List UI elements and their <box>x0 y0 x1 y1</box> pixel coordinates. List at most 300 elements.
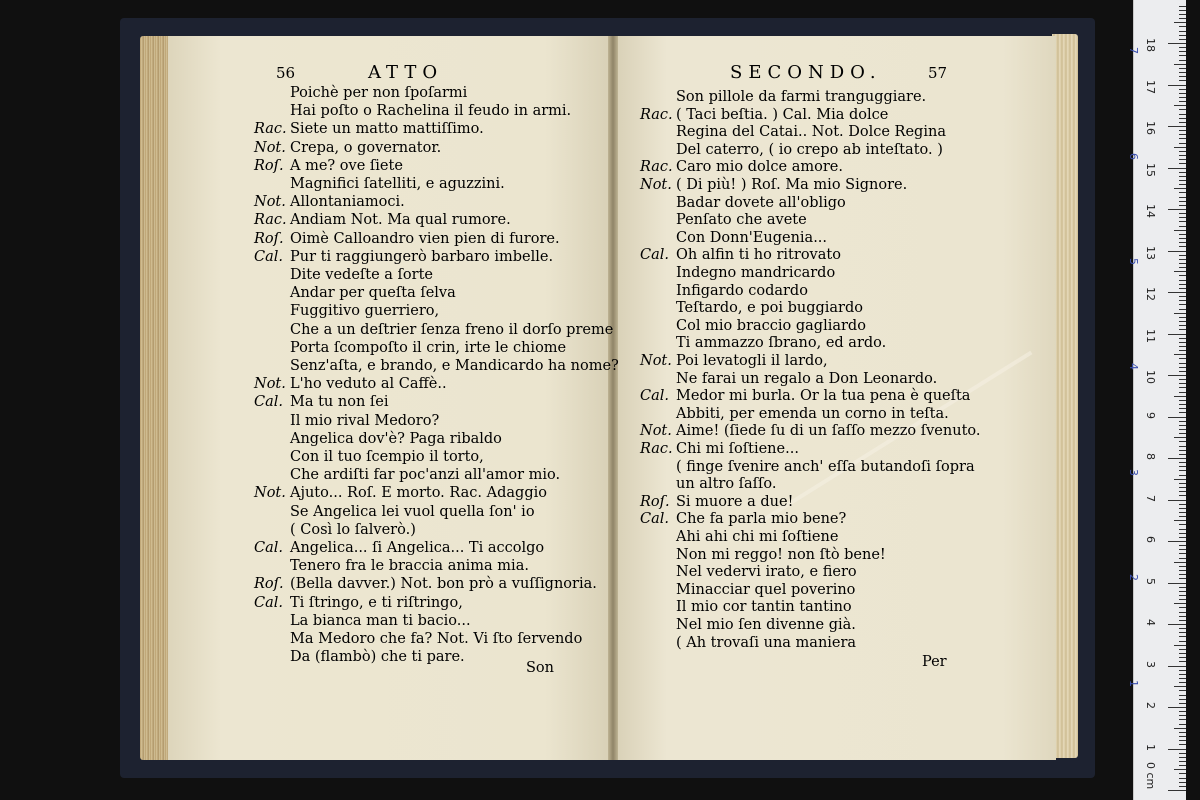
ruler-tick <box>1179 740 1186 741</box>
text-line: Allontaniamoci. <box>290 194 405 211</box>
text-line: Ma tu non ſei <box>290 394 389 411</box>
ruler-tick <box>1179 454 1186 455</box>
ruler-tick <box>1179 404 1186 405</box>
ruler-tick <box>1179 259 1186 260</box>
text-line: Crepa, o governator. <box>290 139 442 156</box>
ruler-tick <box>1179 616 1186 617</box>
speaker-label: Not. <box>254 485 286 502</box>
speaker-label: Not. <box>640 353 672 369</box>
speaker-label: Not. <box>640 177 672 193</box>
text-line: Con Donn'Eugenia... <box>676 229 828 246</box>
ruler-tick <box>1179 93 1186 94</box>
ruler-tick <box>1174 188 1186 189</box>
text-line: ( Ah trovaſi una maniera <box>676 634 857 651</box>
ruler-tick <box>1179 566 1186 567</box>
ruler-number: 9 <box>1144 411 1157 419</box>
ruler-tick <box>1179 441 1186 442</box>
ruler-tick <box>1179 55 1186 56</box>
ruler-tick <box>1174 354 1186 355</box>
ruler-number: 8 <box>1144 453 1157 460</box>
ruler-tick <box>1179 238 1186 239</box>
ruler-tick <box>1179 537 1186 538</box>
ruler-tick <box>1179 649 1186 650</box>
ruler-tick <box>1168 749 1186 750</box>
text-line: A me? ove ſiete <box>290 157 403 174</box>
ruler-tick <box>1179 421 1186 422</box>
ruler-tick <box>1174 230 1186 231</box>
ruler-tick <box>1179 632 1186 633</box>
ruler-tick <box>1179 47 1186 48</box>
ruler-tick <box>1179 574 1186 575</box>
ruler-tick <box>1179 483 1186 484</box>
ruler-tick <box>1179 143 1186 144</box>
ruler-tick <box>1179 612 1186 613</box>
speaker-label: Cal. <box>640 247 669 264</box>
ruler-tick <box>1179 151 1186 152</box>
text-line: Pur ti raggiungerò barbaro imbelle. <box>290 248 554 265</box>
ruler-tick <box>1179 607 1186 608</box>
text-line: Magnifici ſatelliti, e aguzzini. <box>290 176 505 192</box>
ruler-tick <box>1179 470 1186 471</box>
text-line: Poi levatogli il lardo, <box>676 353 828 369</box>
text-line: Se Angelica lei vuol quella ſon' io <box>290 503 535 520</box>
ruler-tick <box>1179 60 1186 61</box>
ruler-tick <box>1179 599 1186 600</box>
ruler-number: 2 <box>1144 702 1157 709</box>
ruler-tick <box>1179 670 1186 671</box>
ruler-tick <box>1179 778 1186 779</box>
ruler-tick <box>1179 10 1186 11</box>
speaker-label: Rac. <box>640 441 673 457</box>
ruler-tick <box>1179 118 1186 119</box>
ruler-tick <box>1168 541 1186 542</box>
speaker-label: Cal. <box>640 388 669 405</box>
ruler-tick <box>1179 288 1186 289</box>
text-line: Che a un deſtrier ſenza freno il dorſo preme <box>290 321 614 338</box>
speaker-label: Not. <box>254 139 286 156</box>
text-line: Senz'aſta, e brando, e Mandicardo ha nome? <box>290 358 619 374</box>
ruler-tick <box>1168 251 1186 252</box>
ruler-tick <box>1179 678 1186 679</box>
ruler-tick <box>1179 217 1186 218</box>
text-line: un altro ſaſſo. <box>676 476 777 493</box>
speaker-label: Cal. <box>254 394 283 411</box>
text-line: L'ho veduto al Caffè.. <box>290 376 447 393</box>
ruler-tick <box>1179 72 1186 73</box>
text-line: Poichè per non ſpoſarmi <box>290 85 468 101</box>
ruler-tick <box>1179 570 1186 571</box>
ruler-tick <box>1179 508 1186 509</box>
text-line: Angelica... ſi Angelica... Ti accolgo <box>290 540 545 556</box>
ruler-tick <box>1168 334 1186 335</box>
ruler-tick <box>1179 280 1186 281</box>
ruler-tick <box>1179 284 1186 285</box>
speaker-label: Roſ. <box>640 493 670 510</box>
ruler-number: 16 <box>1144 121 1157 135</box>
speaker-label: Rac. <box>640 159 673 176</box>
ruler-tick <box>1179 703 1186 704</box>
ruler-number: 13 <box>1144 245 1157 260</box>
ruler-tick <box>1179 425 1186 426</box>
speaker-label: Rac. <box>254 121 287 138</box>
ruler-inch-number: 4 <box>1127 363 1140 371</box>
ruler-unit-label: 0 cm <box>1144 762 1157 790</box>
ruler-tick <box>1179 392 1186 393</box>
ruler-tick <box>1174 686 1186 687</box>
ruler-tick <box>1179 6 1186 7</box>
left-page-number: 56 <box>276 64 296 82</box>
ruler-tick <box>1179 184 1186 185</box>
ruler-tick <box>1179 462 1186 463</box>
ruler-tick <box>1168 790 1186 791</box>
ruler-tick <box>1179 304 1186 305</box>
ruler-tick <box>1179 363 1186 364</box>
ruler-number: 10 <box>1144 370 1157 384</box>
text-line: Caro mio dolce amore. <box>676 159 843 176</box>
ruler-tick <box>1168 707 1186 708</box>
right-page-number: 57 <box>928 64 948 82</box>
ruler-tick <box>1179 122 1186 123</box>
ruler-tick <box>1179 346 1186 347</box>
ruler-tick <box>1168 624 1186 625</box>
ruler-tick <box>1174 271 1186 272</box>
ruler-tick <box>1179 719 1186 720</box>
ruler-tick <box>1179 545 1186 546</box>
ruler-tick <box>1179 699 1186 700</box>
ruler-inch-number: 3 <box>1127 468 1140 476</box>
ruler-tick <box>1174 313 1186 314</box>
text-line: Il mio rival Medoro? <box>290 412 440 429</box>
ruler-tick <box>1179 31 1186 32</box>
ruler-tick <box>1179 512 1186 513</box>
text-line: Badar dovete all'obligo <box>676 194 846 211</box>
ruler-tick <box>1179 180 1186 181</box>
text-line: Andar per queſta ſelva <box>290 285 456 302</box>
text-line: Oh alfin ti ho ritrovato <box>676 247 841 264</box>
speaker-label: Cal. <box>254 540 283 556</box>
speaker-label: Cal. <box>254 594 283 611</box>
ruler-tick <box>1168 666 1186 667</box>
ruler-tick <box>1179 68 1186 69</box>
text-line: Indegno mandricardo <box>676 265 836 281</box>
text-line: Ma Medoro che fa? Not. Vi ſto ſervendo <box>290 631 583 647</box>
speaker-label: Rac. <box>640 106 673 123</box>
ruler-tick <box>1179 18 1186 19</box>
text-line: Hai poſto o Rachelina il feudo in armi. <box>290 103 572 120</box>
ruler-tick <box>1179 309 1186 310</box>
speaker-label: Cal. <box>640 511 669 528</box>
ruler-tick <box>1179 757 1186 758</box>
ruler-inch-number: 2 <box>1127 574 1140 582</box>
text-line: Infigardo codardo <box>676 282 808 299</box>
ruler-tick <box>1179 558 1186 559</box>
ruler-tick <box>1168 417 1186 418</box>
ruler-tick <box>1168 500 1186 501</box>
ruler-tick <box>1179 197 1186 198</box>
ruler-tick <box>1179 446 1186 447</box>
text-line: Fuggitivo guerriero, <box>290 303 440 320</box>
ruler-tick <box>1179 400 1186 401</box>
ruler-tick <box>1179 682 1186 683</box>
speaker-label: Not. <box>254 194 286 211</box>
ruler-tick <box>1179 176 1186 177</box>
ruler-tick <box>1179 533 1186 534</box>
ruler-tick <box>1179 76 1186 77</box>
ruler-tick <box>1179 159 1186 160</box>
ruler-tick <box>1179 433 1186 434</box>
speaker-label: Rac. <box>254 212 287 229</box>
ruler-tick <box>1179 732 1186 733</box>
ruler-tick <box>1179 275 1186 276</box>
text-line: Il mio cor tantin tantino <box>676 599 852 616</box>
text-line: Ne farai un regalo a Don Leonardo. <box>676 370 938 387</box>
ruler-tick <box>1179 80 1186 81</box>
ruler-tick <box>1168 209 1186 210</box>
ruler-tick <box>1179 744 1186 745</box>
left-catchword: Son <box>526 660 555 676</box>
text-line: Dite vedeſte a ſorte <box>290 267 433 283</box>
text-line: ( Così lo ſalverò.) <box>290 521 416 538</box>
ruler-tick <box>1179 466 1186 467</box>
speaker-label: Not. <box>640 423 672 440</box>
text-line: La bianca man ti bacio... <box>290 612 471 629</box>
ruler-inch-number: 6 <box>1127 152 1140 160</box>
ruler-number: 3 <box>1144 660 1157 668</box>
ruler-number: 15 <box>1144 162 1157 177</box>
ruler-tick <box>1179 205 1186 206</box>
ruler-tick <box>1179 192 1186 193</box>
text-line: Regina del Catai.. Not. Dolce Regina <box>676 124 946 141</box>
ruler-tick <box>1179 690 1186 691</box>
text-line: Penſato che avete <box>676 212 807 229</box>
ruler-tick <box>1179 383 1186 384</box>
ruler-tick <box>1179 51 1186 52</box>
ruler-tick <box>1179 221 1186 222</box>
text-line: Tenero fra le braccia anima mia. <box>290 558 529 575</box>
text-line: ( Taci beſtia. ) Cal. Mia dolce <box>676 106 889 123</box>
text-line: Oimè Calloandro vien pien di furore. <box>290 230 560 247</box>
ruler-tick <box>1179 653 1186 654</box>
text-line: Minacciar quel poverino <box>676 581 856 598</box>
ruler-tick <box>1174 562 1186 563</box>
ruler-number: 6 <box>1144 536 1157 543</box>
ruler-tick <box>1179 114 1186 115</box>
ruler-tick <box>1179 329 1186 330</box>
left-page-edges <box>140 36 170 760</box>
text-line: Ajuto... Roſ. E morto. Rac. Adaggio <box>290 485 547 502</box>
ruler-tick <box>1179 172 1186 173</box>
ruler-number: 1 <box>1144 743 1157 751</box>
ruler-tick <box>1174 769 1186 770</box>
ruler-number: 4 <box>1144 619 1157 626</box>
ruler-tick <box>1179 155 1186 156</box>
text-line: ( finge ſvenire anch' eſſa butandoſi ſopra <box>676 458 975 475</box>
ruler-tick <box>1179 657 1186 658</box>
speaker-label: Roſ. <box>254 157 284 174</box>
text-line: Che fa parla mio bene? <box>676 511 847 528</box>
ruler-tick <box>1179 636 1186 637</box>
text-line: Si muore a due! <box>676 493 794 510</box>
text-line: (Bella davver.) Not. bon prò a vuſſignoria. <box>290 576 597 593</box>
text-line: Non mi reggo! non ſtò bene! <box>676 546 886 563</box>
ruler-tick <box>1179 711 1186 712</box>
text-line: Con il tuo ſcempio il torto, <box>290 449 484 465</box>
text-line: ( Di più! ) Roſ. Ma mio Signore. <box>676 177 908 193</box>
ruler-tick <box>1179 504 1186 505</box>
ruler-inch-number: 1 <box>1127 679 1140 687</box>
ruler-tick <box>1179 296 1186 297</box>
ruler-tick <box>1179 595 1186 596</box>
text-line: Andiam Not. Ma qual rumore. <box>290 212 511 229</box>
text-line: Ti ammazzo ſbrano, ed ardo. <box>676 335 887 352</box>
ruler-tick <box>1179 201 1186 202</box>
ruler-tick <box>1168 458 1186 459</box>
ruler-tick <box>1174 728 1186 729</box>
text-line: Aime! (ſiede ſu di un ſaſſo mezzo ſvenuto. <box>676 423 981 440</box>
ruler-tick <box>1179 358 1186 359</box>
ruler-tick <box>1179 350 1186 351</box>
ruler-tick <box>1168 43 1186 44</box>
text-line: Medor mi burla. Or la tua pena è queſta <box>676 388 971 405</box>
ruler-tick <box>1179 487 1186 488</box>
ruler-tick <box>1179 450 1186 451</box>
ruler-tick <box>1179 724 1186 725</box>
ruler-tick <box>1174 520 1186 521</box>
ruler-tick <box>1179 89 1186 90</box>
ruler-tick <box>1179 529 1186 530</box>
ruler-tick <box>1168 85 1186 86</box>
text-line: Del caterro, ( io crepo ab inteſtato. ) <box>676 141 943 158</box>
ruler-tick <box>1179 213 1186 214</box>
left-running-header: ATTO <box>368 62 444 83</box>
text-line: Angelica dov'è? Paga ribaldo <box>290 430 502 447</box>
ruler-tick <box>1174 64 1186 65</box>
ruler-tick <box>1179 587 1186 588</box>
ruler-tick <box>1179 429 1186 430</box>
ruler-tick <box>1179 786 1186 787</box>
ruler-tick <box>1179 408 1186 409</box>
text-line: Abbiti, per emenda un corno in teſta. <box>676 405 949 422</box>
ruler-tick <box>1179 97 1186 98</box>
ruler-tick <box>1174 147 1186 148</box>
ruler-number: 11 <box>1144 328 1157 343</box>
ruler-tick <box>1179 246 1186 247</box>
ruler-tick <box>1179 674 1186 675</box>
ruler-tick <box>1179 138 1186 139</box>
text-line: Chi mi ſoſtiene... <box>676 441 799 457</box>
ruler-tick <box>1179 661 1186 662</box>
ruler-inch-number: 5 <box>1127 257 1140 265</box>
ruler-tick <box>1179 338 1186 339</box>
ruler-tick <box>1179 773 1186 774</box>
text-line: Teſtardo, e poi buggiardo <box>676 300 863 317</box>
ruler-tick <box>1179 109 1186 110</box>
ruler-tick <box>1179 35 1186 36</box>
text-line: Porta ſcompoſto il crin, irte le chiome <box>290 339 567 356</box>
ruler-tick <box>1179 134 1186 135</box>
ruler-number: 14 <box>1144 204 1157 218</box>
ruler-tick <box>1179 695 1186 696</box>
ruler-tick <box>1174 603 1186 604</box>
ruler-number: 17 <box>1144 79 1157 94</box>
ruler-tick <box>1174 22 1186 23</box>
speaker-label: Cal. <box>254 248 283 265</box>
ruler-tick <box>1179 242 1186 243</box>
ruler-tick <box>1179 325 1186 326</box>
text-line: Nel mio ſen divenne già. <box>676 617 856 633</box>
ruler-tick <box>1179 495 1186 496</box>
ruler-tick <box>1179 753 1186 754</box>
ruler-tick <box>1179 263 1186 264</box>
ruler-tick <box>1179 591 1186 592</box>
ruler-tick <box>1168 583 1186 584</box>
ruler-tick <box>1179 342 1186 343</box>
ruler-tick <box>1168 126 1186 127</box>
ruler-tick <box>1179 317 1186 318</box>
text-line: Siete un matto mattiſſimo. <box>290 121 484 138</box>
ruler-tick <box>1179 367 1186 368</box>
ruler-tick <box>1174 645 1186 646</box>
ruler-tick <box>1179 26 1186 27</box>
ruler-tick <box>1179 765 1186 766</box>
measurement-ruler <box>1127 0 1186 800</box>
right-running-header: SECONDO. <box>730 62 882 83</box>
ruler-number: 7 <box>1144 494 1157 502</box>
text-line: Che ardiſti far poc'anzi all'amor mio. <box>290 467 561 484</box>
ruler-tick <box>1179 412 1186 413</box>
speaker-label: Roſ. <box>254 230 284 247</box>
ruler-tick <box>1179 226 1186 227</box>
ruler-tick <box>1168 168 1186 169</box>
ruler-tick <box>1179 578 1186 579</box>
speaker-label: Not. <box>254 376 286 393</box>
ruler-tick <box>1174 479 1186 480</box>
ruler-tick <box>1179 475 1186 476</box>
ruler-tick <box>1179 300 1186 301</box>
ruler-tick <box>1179 715 1186 716</box>
ruler-tick <box>1179 387 1186 388</box>
ruler-tick <box>1168 292 1186 293</box>
ruler-tick <box>1179 491 1186 492</box>
ruler-tick <box>1174 105 1186 106</box>
ruler-tick <box>1179 255 1186 256</box>
ruler-tick <box>1179 736 1186 737</box>
right-catchword: Per <box>922 654 947 670</box>
ruler-tick <box>1179 620 1186 621</box>
ruler-tick <box>1179 371 1186 372</box>
ruler-number: 12 <box>1144 287 1157 301</box>
ruler-tick <box>1179 782 1186 783</box>
book-gutter <box>608 36 618 760</box>
ruler-tick <box>1179 549 1186 550</box>
ruler-tick <box>1179 321 1186 322</box>
ruler-number: 18 <box>1144 38 1157 52</box>
text-line: Col mio braccio gagliardo <box>676 317 866 334</box>
ruler-tick <box>1179 761 1186 762</box>
ruler-tick <box>1179 234 1186 235</box>
ruler-tick <box>1179 641 1186 642</box>
ruler-number: 5 <box>1144 577 1157 585</box>
text-line: Ti ſtringo, e ti riſtringo, <box>290 594 463 611</box>
ruler-tick <box>1179 516 1186 517</box>
ruler-tick <box>1179 267 1186 268</box>
ruler-tick <box>1174 396 1186 397</box>
ruler-tick <box>1179 553 1186 554</box>
speaker-label: Roſ. <box>254 576 284 593</box>
text-line: Ahi ahi chi mi ſoſtiene <box>676 529 839 545</box>
ruler-tick <box>1179 14 1186 15</box>
ruler-tick <box>1179 628 1186 629</box>
